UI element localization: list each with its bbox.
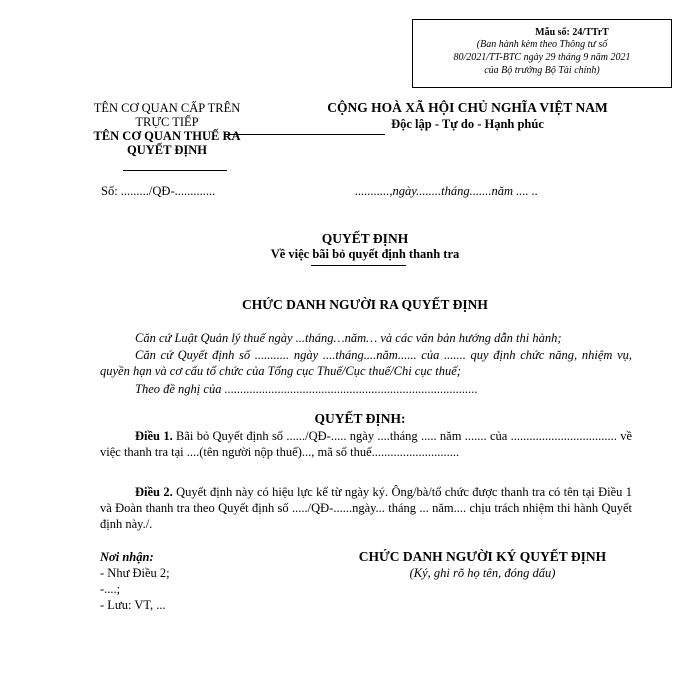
article-2-text: Quyết định này có hiệu lực kể từ ngày ký. Ông/bà/tổ chức được thanh tra có tên tại Điều 1 và Đoàn thanh tra theo Quyết định số ...../QĐ-......ngày... tháng ... năm.... chịu trách nhiệm thi hành Quyết định này./. [100,485,632,531]
article-2-label: Điều 2. [135,485,173,499]
legal-basis-3: Theo đề nghị của ................................................................................. [135,382,478,396]
form-note-line1: (Ban hành kèm theo Thông tư số [476,39,608,50]
motto: Độc lập - Tự do - Hạnh phúc [391,117,544,131]
tax-agency-line2: QUYẾT ĐỊNH [127,143,207,157]
decision-heading: QUYẾT ĐỊNH: [314,411,406,426]
article-1-label: Điều 1. [135,429,173,443]
place-date: ...........,ngày........tháng.......năm .... .. [355,184,538,198]
agency-header [62,101,272,157]
signature-note: (Ký, ghi rõ họ tên, đóng dấu) [409,566,556,580]
nation-title: CỘNG HOÀ XÃ HỘI CHỦ NGHĨA VIỆT NAM [327,100,608,115]
recipient-item: -....; [100,582,121,596]
recipients-block [100,549,170,613]
authority-title: CHỨC DANH NGƯỜI RA QUYẾT ĐỊNH [242,297,488,312]
article-2 [100,484,632,532]
form-code-box [412,19,672,88]
form-note-line3: của Bộ trưởng Bộ Tài chính) [484,65,600,76]
article-1 [100,428,632,460]
parent-agency-line1: TÊN CƠ QUAN CẤP TRÊN [93,101,241,115]
form-note-line2: 80/2021/TT-BTC ngày 29 tháng 9 năm 2021 [453,52,631,63]
document-subtitle: Về việc bãi bỏ quyết định thanh tra [270,247,460,261]
legal-basis-2: Căn cứ Quyết định số ........... ngày ....tháng....năm...... của ....... quy định chức năng, nhiệm vụ, quyền hạn và cơ cấu tổ chức của Tổng cục Thuế/Cục thuế/Chi cục thuế; [100,348,632,378]
form-code: Mẫu số: 24/TTrT [535,27,609,38]
decision-number: Số: ........./QĐ-............. [101,184,216,198]
tax-agency-line1: TÊN CƠ QUAN THUẾ RA [93,129,241,143]
signer-title: CHỨC DANH NGƯỜI KÝ QUYẾT ĐỊNH [358,549,607,564]
recipient-item: - Như Điều 2; [100,566,170,580]
recipients-label: Nơi nhận: [100,550,154,564]
motto-underline [225,134,385,135]
recipient-item: - Lưu: VT, ... [100,598,166,612]
parent-agency-line2: TRỰC TIẾP [135,115,199,129]
subtitle-underline [311,265,406,266]
article-1-text: Bãi bỏ Quyết định số ....../QĐ-..... ngày ....tháng ..... năm ....... của .................................. về việc thanh tra tại ....(tên người nộp thuế)..., mã số thuế............................ [100,429,633,459]
legal-basis-1: Căn cứ Luật Quản lý thuế ngày ...tháng…năm… và các văn bản hướng dẫn thi hành; [135,331,562,345]
agency-underline [123,170,227,171]
document-title: QUYẾT ĐỊNH [321,231,409,246]
